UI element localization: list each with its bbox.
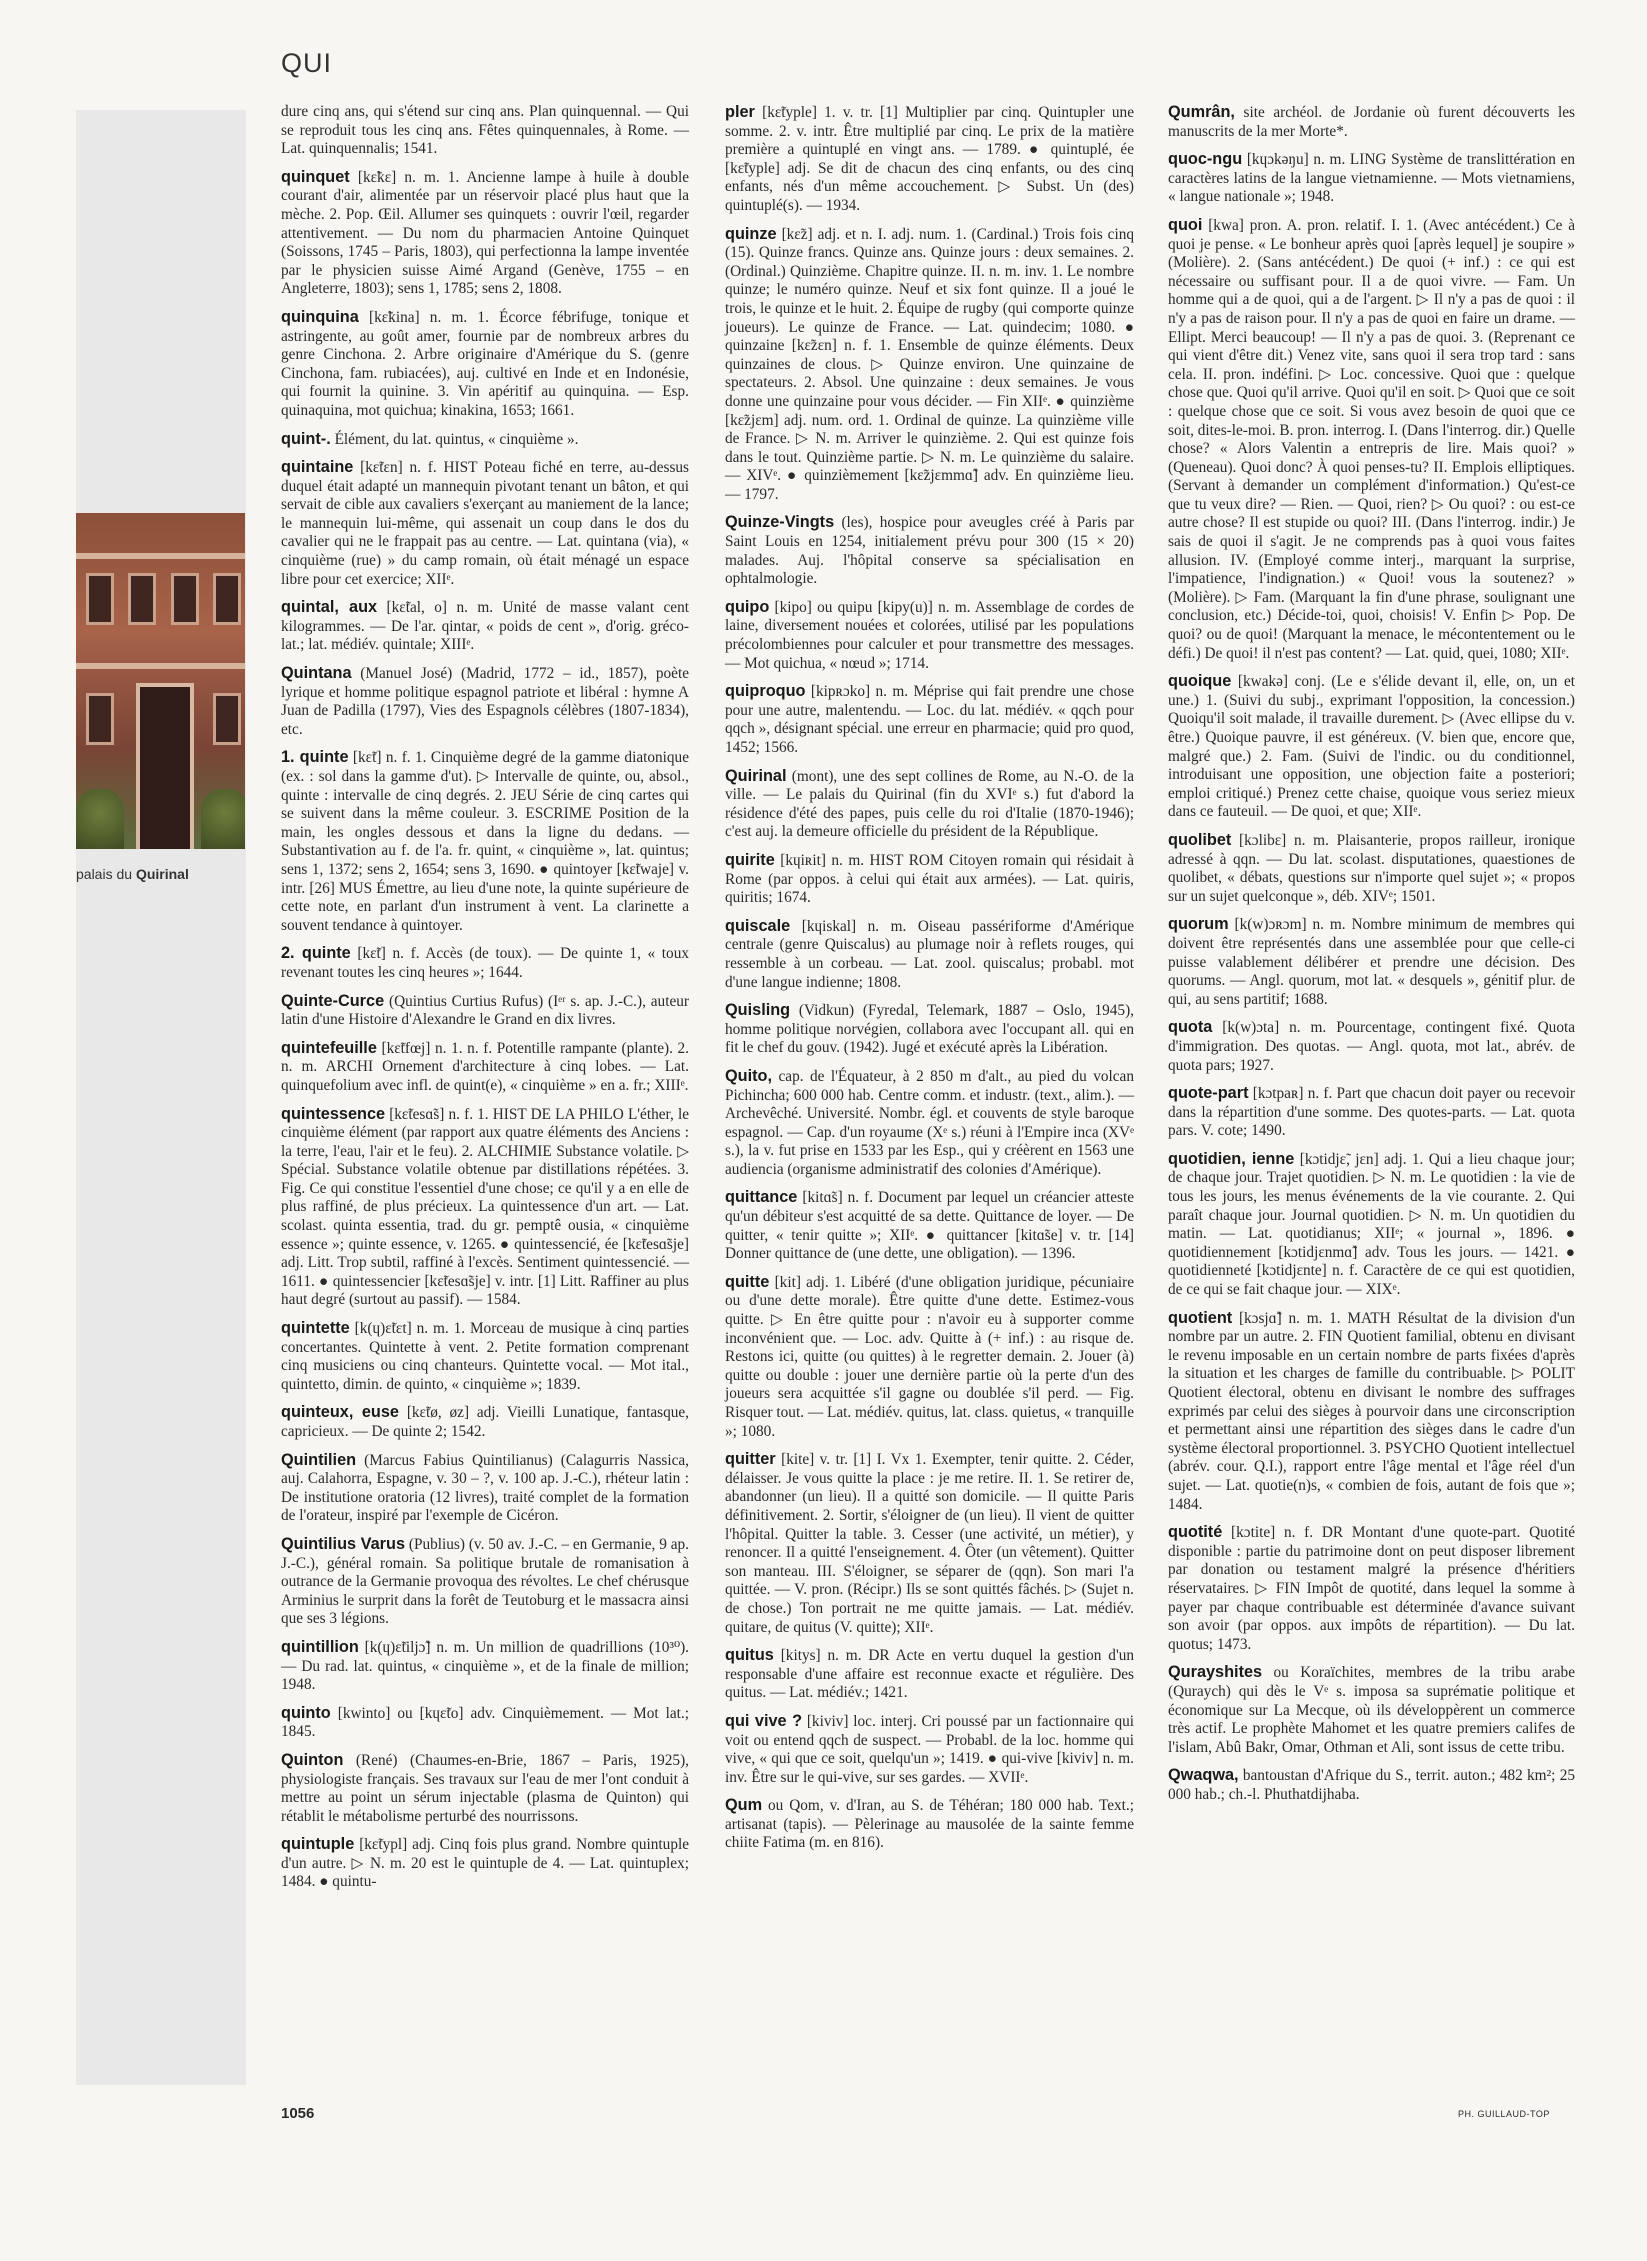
entry-headword: quinze <box>725 224 777 243</box>
entry-definition: [kit] adj. 1. Libéré (d'une obligation juridique, pécuniaire ou d'une dette morale). Être quitte d'une dette. Estimez-vous quitte. ▷ En être quitte pour : n'avoir eu à supporter comme inconvénient que. — Loc. adv. Quitte à (+ inf.) : au risque de. Restons ici, quitte (ou quittes) à le regretter demain. 2. Jouer (à) quitte ou double : jouer une dernière partie où la perte d'un des joueurs sera acquittée s'il gagne ou doublée s'il perd. — Fig. Risquer tout. — Lat. médiév. quitus, lat. class. quietus, « tranquille »; 1080. <box>725 1273 1134 1440</box>
entry-definition: ou Qom, v. d'Iran, au S. de Téhéran; 180 000 hab. Text.; artisanat (tapis). — Pèlerinage au mausolée de la sainte femme chiite Fatima (m. en 816). <box>725 1797 1134 1852</box>
entry-headword: quoc-ngu <box>1168 150 1243 169</box>
entry-headword: Qumrân, <box>1168 103 1235 121</box>
dictionary-entry <box>725 1001 1134 1058</box>
dictionary-entry <box>1168 1150 1575 1300</box>
entry-headword: quirite <box>725 850 775 869</box>
entry-headword: quiscale <box>725 916 791 935</box>
entry-definition: [kɛ̃t] n. f. Accès (de toux). — De quinte 1, « toux revenant toutes les cinq heures »; 1644. <box>281 945 689 981</box>
entry-definition: bantoustan d'Afrique du S., territ. auton.; 482 km²; 25 000 hab.; ch.-l. Phuthatdijhaba. <box>1168 1767 1575 1803</box>
entry-headword: quipo <box>725 597 770 616</box>
dictionary-entry <box>1168 1309 1575 1515</box>
photo-caption: palais du Quirinal <box>76 866 189 882</box>
dictionary-entry <box>725 1067 1134 1180</box>
dictionary-entry <box>1168 1084 1575 1141</box>
dictionary-entry <box>281 1751 689 1826</box>
entry-headword: Quisling <box>725 1001 791 1020</box>
entry-definition: [kipo] ou quipu [kipy(u)] n. m. Assemblage de cordes de laine, diversement nouées et colorées, utilisé par les populations précolombiennes pour calculer et pour transmettre des messages. — Mot quichua, « nœud »; 1714. <box>725 598 1134 672</box>
dictionary-entry <box>281 748 689 935</box>
entry-headword: quintette <box>281 1319 350 1338</box>
dictionary-entry <box>725 513 1134 588</box>
entry-headword: Quinton <box>281 1750 344 1769</box>
page-number: 1056 <box>281 2105 315 2122</box>
entry-definition: [k(w)ɔta] n. m. Pourcentage, contingent fixé. Quota d'immigration. Des quotas. — Angl. quota, mot lat., abrév. de quota pars; 1927. <box>1168 1019 1576 1074</box>
entry-definition: [kipʀɔko] n. m. Méprise qui fait prendre une chose pour une autre, malentendu. — Loc. du lat. médiév. « qqch pour qqch », désignant spécial. une erreur en pharmacie; quid pro quod, 1452; 1566. <box>725 683 1134 756</box>
entry-definition: [kɔtidjɛ̃, jɛn] adj. 1. Qui a lieu chaque jour; de chaque jour. Trajet quotidien. ▷ N. m. Le quotidien : la vie de tous les jours, les menus événements de la vie courante. 2. Qui paraît chaque jour. Journal quotidien. ▷ N. m. Un quotidien du matin. — Lat. quotidianus; XIIᵉ; « journal », 1896. ● quotidiennement [kɔtidjɛnmɑ̃] adv. Tous les jours. — 1421. ● quotidienneté [kɔtidjɛnte] n. f. Caractère de ce qui est quotidien, de ce qui se fait chaque jour. — XIXᵉ. <box>1168 1150 1575 1299</box>
entry-headword: Quinze-Vingts <box>725 513 835 532</box>
margin-panel <box>76 110 246 2085</box>
entry-definition: [kɛ̃kina] n. m. 1. Écorce fébrifuge, tonique et astringente, au goût amer, fournie par de nombreux arbres du genre Cinchona. 2. Arbre originaire d'Amérique du S. (genre Cinchona, fam. rubiacées), auj. cultivé en Inde et en Indonésie, qui fournit la quinine. 3. Vin apéritif au quinquina. — Esp. quinaquina, mot quichua; kinakina, 1653; 1661. <box>281 308 689 419</box>
entry-headword: quota <box>1168 1018 1213 1037</box>
entry-headword: Qurayshites <box>1168 1663 1263 1682</box>
dictionary-entry <box>281 458 689 589</box>
entry-definition: [kɛ̃tesɑ̃s] n. f. 1. HIST DE LA PHILO L'éther, le cinquième élément (par rapport aux quatre éléments des Anciens : la terre, l'eau, l'air et le feu). 2. ALCHIMIE Substance volatile. ▷ Spécial. Substance volatile obtenue par distillations répétées. 3. Fig. Ce qui constitue l'essentiel d'une chose; ce qu'il y a en elle de plus raffiné, de plus précieux. La quintessence d'un art. — Lat. scolast. quinta essentia, trad. du gr. pemptê ousia, « cinquième essence »; quinte essence, v. 1265. ● quintessencié, ée [kɛ̃tesɑ̃sje] adj. Litt. Trop subtil, raffiné à l'excès. Sentiment quintessencié. — 1611. ● quintessencier [kɛ̃tesɑ̃sje] v. intr. [1] Litt. Raffiner au plus haut degré (surtout au passif). — 1584. <box>281 1105 689 1309</box>
entry-headword: quintal, aux <box>281 598 378 617</box>
entry-definition: [kitɑ̃s] n. f. Document par lequel un créancier atteste qu'un débiteur s'est acquitté de sa dette. Quittance de loyer. — De quitter, « tenir quitte »; XIIᵉ. ● quittancer [kitɑ̃se] v. tr. [14] Donner quittance de (une dette, une obligation). — 1396. <box>725 1189 1134 1263</box>
dictionary-entry <box>281 1638 689 1695</box>
entry-definition: (Quintius Curtius Rufus) (Iᵉʳ s. ap. J.-C.), auteur latin d'une Histoire d'Alexandre le Grand en dix livres. <box>281 992 689 1029</box>
photo-credit: PH. GUILLAUD-TOP <box>1458 2109 1550 2119</box>
dictionary-entry <box>725 682 1134 757</box>
entry-definition: cap. de l'Équateur, à 2 850 m d'alt., au pied du volcan Pichincha; 600 000 hab. Centre comm. et industr. (text., alim.). — Archevêché. Université. Nombr. égl. et couvents de style baroque espagnol. — Cap. d'un royaume (Xᵉ s.) réuni à l'Empire inca (XVᵉ s.), la v. fut prise en 1533 par les Esp., qui y créèrent en 1563 une audiencia (organisme administratif des colonies d'Amérique). <box>725 1067 1134 1178</box>
entry-definition: [kɛ̃t] n. f. 1. Cinquième degré de la gamme diatonique (ex. : sol dans la gamme d'ut). ▷ Intervalle de quinte, ou, absol., quinte : intervalle de cinq degrés. 2. JEU Série de cinq cartes qui se suivent dans la même couleur. 3. ESCRIME Position de la main, les ongles dessous et dans la ligne du dedans. — Substantivation au f. de l'a. fr. quint, « cinquième », lat. quintus; sens 1, 1372; sens 2, 1654; sens 3, 1690. ● quintoyer [kɛ̃twaje] v. intr. [26] MUS Émettre, au lieu d'une note, la quinte supérieure de cette note, en parlant d'un instrument à vent. La clarinette a souvent tendance à quintoyer. <box>281 749 689 934</box>
entry-definition: [kɛ̃typl] adj. Cinq fois plus grand. Nombre quintuple d'un autre. ▷ N. m. 20 est le quintuple de 4. — Lat. quintuplex; 1484. ● quintu- <box>281 1836 690 1891</box>
entry-headword: quotidien, ienne <box>1168 1149 1295 1168</box>
entry-definition: [k(ɥ)ɛ̃tiljɔ̃] n. m. Un million de quadrillions (10³⁰). — Du rad. lat. quintus, « cinquième », et de la finale de million; 1948. <box>281 1638 689 1694</box>
entry-headword: quintefeuille <box>281 1038 377 1057</box>
dictionary-entry <box>281 1039 689 1096</box>
entry-headword: Quintilius Varus <box>281 1534 405 1553</box>
dictionary-entry <box>281 308 689 421</box>
entry-definition: [kitys] n. m. DR Acte en vertu duquel la gestion d'un responsable d'une affaire est reconnue exacte et régulière. Des quitus. — Lat. médiév.; 1421. <box>725 1647 1135 1702</box>
dictionary-entry <box>1168 216 1575 663</box>
dictionary-entry <box>725 1188 1134 1263</box>
entry-headword: Qwaqwa, <box>1168 1766 1239 1785</box>
entry-definition: [kɥɔkəŋu] n. m. LING Système de translittération en caractères latins de la langue vietnamienne. — Mots vietnamiens, « langue nationale »; 1948. <box>1168 151 1576 206</box>
entry-headword: qui vive ? <box>725 1711 803 1730</box>
dictionary-entry <box>281 598 689 655</box>
dictionary-entry <box>281 1704 689 1742</box>
entry-headword: Quirinal <box>725 766 787 785</box>
entry-headword: Quintilien <box>281 1450 357 1469</box>
entry-definition: [kɥiskal] n. m. Oiseau passériforme d'Amérique centrale (genre Quiscalus) au plumage noir à reflets rouges, qui ressemble à un corbeau. — Lat. zool. quiscalus; probabl. mot d'une langue indienne; 1808. <box>725 917 1135 991</box>
column-2 <box>725 103 1134 1862</box>
dictionary-entry <box>725 1796 1134 1853</box>
dictionary-entry <box>281 103 689 159</box>
entry-headword: 2. quinte <box>281 944 351 963</box>
dictionary-entry <box>1168 103 1575 141</box>
dictionary-entry <box>1168 831 1575 906</box>
dictionary-entry <box>725 1646 1134 1703</box>
dictionary-entry <box>1168 672 1575 822</box>
dictionary-entry <box>281 1835 689 1892</box>
dictionary-entry <box>1168 915 1575 1009</box>
entry-definition: [kɛ̃tø, øz] adj. Vieilli Lunatique, fantasque, capricieux. — De quinte 2; 1542. <box>281 1404 689 1440</box>
entry-definition: (les), hospice pour aveugles créé à Paris par Saint Louis en 1254, initialement prévu pour 300 (15 × 20) malades. Auj. l'hôpital conserve sa spécialisation en ophtalmologie. <box>725 514 1135 588</box>
entry-definition: [kiviv] loc. interj. Cri poussé par un factionnaire qui voit ou entend qqch de suspect. — Probabl. de la loc. homme qui vive, « qui que ce soit, quelqu'un »; 1419. ● qui-vive [kiviv] n. m. inv. Être sur le qui-vive, sur ses gardes. — XVIIᵉ. <box>725 1712 1134 1786</box>
dictionary-entry <box>725 598 1134 673</box>
entry-definition: [kɔtite] n. f. DR Montant d'une quote-part. Quotité disponible : partie du patrimoine dont on peut disposer librement par donation ou testament malgré la présence d'héritiers réservataires. ▷ FIN Impôt de quotité, dans lequel la somme à payer par chaque contribuable est déterminée d'avance suivant son avoir (par oppos. aux impôts de répartition). — Du lat. quotus; 1473. <box>1168 1524 1575 1653</box>
entry-definition: [kwa] pron. A. pron. relatif. I. 1. (Avec antécédent.) Ce à quoi je pense. « Le bonheur après quoi [après lequel] je soupire » (Molière). 2. (Sans antécédent.) De quoi (+ inf.) : ce qui est nécessaire ou suffisant pour. Il a de quoi vivre. — Fam. Un homme qui a de quoi, qui a de l'argent. ▷ Il n'y a pas de quoi : il n'y a pas de raison pour. Il n'y a pas de quoi en faire un drame. — Ellipt. Merci beaucoup! — Il n'y a pas de quoi. 3. (Reprenant ce qui vient d'être dit.) Venez vite, sans quoi il sera trop tard : sans cela. II. pron. indéfini. ▷ Loc. concessive. Quoi que : quelque chose que. Quoi qu'il arrive. Quoi qu'il en soit. ▷ Quoi que ce soit : quelque chose que ce soit. Si vous avez besoin de quoi que ce soit, dites-le-moi. B. pron. interrog. I. (Dans l'interrog. dir.) Quelle chose? « Alors Valentin a entrepris de lire. Mais quoi? » (Queneau). Quoi donc? À quoi penses-tu? II. Emplois elliptiques. (Servant à demander un complément d'information.) Qu'est-ce que tu veux dire? — Rien. — Quoi, rien? ▷ Ou quoi? : ou est-ce autre chose? Il est stupide ou quoi? III. (Dans l'interrog. indir.) Je sais de quoi il s'agit. Je ne comprends pas à quoi vous faites allusion. IV. (Employé comme interj., marquant la surprise, l'impatience, l'indignation.) « Quoi! vous la soutenez? » (Molière). ▷ Fam. (Marquant la fin d'une phrase, soulignant une conclusion, etc.) Décide-toi, quoi, choisis! V. Enfin ▷ Pop. De quoi? ou de quoi! (Marquant la menace, le mécontentement ou le défi.) De quoi! il n'est pas content? — Lat. quid, quei, 1080; XIIᵉ. <box>1168 216 1576 662</box>
entry-headword: quotité <box>1168 1523 1223 1542</box>
dictionary-entry <box>725 767 1134 842</box>
entry-headword: Qum <box>725 1796 763 1815</box>
entry-definition: Élément, du lat. quintus, « cinquième ». <box>334 430 579 448</box>
entry-definition: [kwinto] ou [kɥɛ̃to] adv. Cinquièmement. — Mot lat.; 1845. <box>281 1704 689 1741</box>
palace-photo <box>76 513 245 849</box>
entry-definition: [kɛ̃z] adj. et n. I. adj. num. 1. (Cardinal.) Trois fois cinq (15). Quinze francs. Quinze ans. Quinze jours : deux semaines. 2. (Ordinal.) Quinzième. Chapitre quinze. II. n. m. inv. 1. Le nombre quinze; le numéro quinze. Neuf et six font quinze. Il a joué le trois, le quinze et le huit. 2. Équipe de rugby (qui comporte quinze joueurs). Le quinze de France. — Lat. quindecim; 1080. ● quinzaine [kɛ̃zɛn] n. f. 1. Ensemble de quinze éléments. Deux quinzaines de clous. ▷ Quinze environ. Une quinzaine de spectateurs. 2. Absol. Une quinzaine : deux semaines. Je vous donne une quinzaine pour vous décider. — Fin XIIᵉ. ● quinzième [kɛ̃zjɛm] adj. num. ord. 1. Ordinal de quinze. La quinzième ville de France. ▷ N. m. Arriver le quinzième. 2. Qui est quinze fois dans le tout. Quinzième partie. ▷ N. m. Le quinzième du salaire. — XIVᵉ. ● quinzièmement [kɛ̃zjɛmmɑ̃] adv. En quinzième lieu. — 1797. <box>725 225 1134 503</box>
column-1 <box>281 103 689 1901</box>
entry-headword: quittance <box>725 1188 798 1207</box>
entry-definition: [kite] v. tr. [1] I. Vx 1. Exempter, tenir quitte. 2. Céder, délaisser. Je vous quitte la place : je me retire. II. 1. Se retirer de, abandonner (un lieu). Il a quitté son domicile. — Il quitte Paris définitivement. 2. Sortir, s'éloigner de (un lieu). Il vient de quitter l'hôpital. Quitter la table. 3. Cesser (une activité, un métier), y renoncer. Il a quitté l'enseignement. 4. Ôter (un vêtement). Quitter son manteau. III. S'éloigner, se séparer de (qqn). Son mari l'a quittée. — V. pron. (Récipr.) Ils se sont quittés fâchés. ▷ (Sujet n. de chose.) Ton portrait ne me quitte jamais. — Lat. médiév. quitare, de quitus (V. quitte); XIIᵉ. <box>725 1451 1134 1636</box>
entry-headword: quintaine <box>281 458 354 477</box>
entry-definition: ou Koraïchites, membres de la tribu arabe (Quraych) qui dès le Vᵉ s. imposa sa suprématie politique et économique sur La Mecque, où ils développèrent un commerce très actif. Le prophète Mahomet et les quatre premiers califes de l'islam, Abû Bakr, Omar, Othman et Ali, sont issus de cette tribu. <box>1168 1664 1575 1756</box>
dictionary-entry <box>281 430 689 450</box>
dictionary-entry <box>281 168 689 299</box>
entry-headword: quoi <box>1168 215 1203 234</box>
entry-headword: Quito, <box>725 1066 773 1085</box>
entry-definition: [k(w)ɔʀɔm] n. m. Nombre minimum de membres qui doivent être représentés dans une assemblée pour que celle-ci puisse valablement délibérer et prendre une décision. Des quorums. — Angl. quorum, mot lat. « desquels », génitif plur. de qui, au sens partitif; 1688. <box>1168 916 1576 1008</box>
entry-headword: quinquet <box>281 167 350 186</box>
entry-definition: [kɔlibɛ] n. m. Plaisanterie, propos railleur, ironique adressé à qqn. — Du lat. scolast. disputationes, quaestiones de quolibet, « débats, questions sur n'importe quel sujet »; « propos sur un sujet quelconque », déb. XIVᵉ; 1501. <box>1168 831 1575 905</box>
entry-definition: [kɛ̃tfœj] n. 1. n. f. Potentille rampante (plante). 2. n. m. ARCHI Ornement d'architecture à cinq lobes. — Lat. quinquefolium avec infl. de quint(e), « cinquième » en a. fr.; XIIIᵉ. <box>281 1039 689 1094</box>
entry-definition: [kɛ̃tal, o] n. m. Unité de masse valant cent kilogrammes. — De l'ar. qintar, « poids de cent », d'orig. gréco-lat.; lat. médiév. quintale; XIIIᵉ. <box>281 599 689 654</box>
entry-headword: quorum <box>1168 915 1229 934</box>
entry-headword: quint-. <box>281 429 331 448</box>
entry-headword: quinquina <box>281 307 359 326</box>
entry-headword: quitter <box>725 1450 776 1469</box>
dictionary-entry <box>281 992 689 1030</box>
dictionary-entry <box>1168 1663 1575 1757</box>
dictionary-entry <box>1168 1766 1575 1804</box>
dictionary-entry <box>725 1450 1134 1637</box>
dictionary-entry <box>725 1712 1134 1787</box>
dictionary-entry <box>281 1319 689 1394</box>
entry-headword: quiproquo <box>725 682 806 701</box>
entry-headword: quintillion <box>281 1637 359 1656</box>
dictionary-entry <box>281 1403 689 1441</box>
entry-definition: [kɔtpaʀ] n. f. Part que chacun doit payer ou recevoir dans la répartition d'une somme. Des quotes-parts. — Lat. quota pars. V. cote; 1490. <box>1168 1085 1575 1140</box>
dictionary-entry <box>725 225 1134 505</box>
running-head: QUI <box>281 48 333 78</box>
entry-definition: (mont), une des sept collines de Rome, au N.-O. de la ville. — Le palais du Quirinal (fin du XVIᵉ s.) fut d'abord la résidence d'été des papes, puis celle du roi d'Italie (1870-1946); c'est auj. la demeure officielle du président de la République. <box>725 767 1135 841</box>
dictionary-entry <box>281 664 689 739</box>
entry-definition: [kɛ̃kɛ] n. m. 1. Ancienne lampe à huile à double courant d'air, alimentée par un réservoir placé plus haut que la mèche. 2. Pop. Œil. Allumer ses quinquets : ouvrir l'œil, regarder attentivement. — Du nom du pharmacien Antoine Quinquet (Soissons, 1745 – Paris, 1803), qui perfectionna la lampe inventée par le physicien suisse Aimé Argand (Genève, 1755 – en Angleterre, 1803); sens 1, 1785; sens 2, 1808. <box>281 168 690 298</box>
entry-definition: (René) (Chaumes-en-Brie, 1867 – Paris, 1925), physiologiste français. Ses travaux sur l'eau de mer l'ont conduit à mettre au point un sérum injectable (plasma de Quinton) qui rétablit le métabolisme perturbé des nourrissons. <box>281 1751 689 1825</box>
entry-definition: (Publius) (v. 50 av. J.-C. – en Germanie, 9 ap. J.-C.), général romain. Sa politique brutale de romanisation à outrance de la Germanie provoqua des révoltes. Le chef chérusque Arminius le surprit dans la forêt de Teutoburg et le massacra ainsi que ses 3 légions. <box>281 1535 689 1628</box>
dictionary-entry <box>281 1105 689 1311</box>
dictionary-entry <box>1168 1018 1575 1075</box>
entry-definition: [kɛ̃tɛn] n. f. HIST Poteau fiché en terre, au-dessus duquel était adapté un mannequin pivotant tenant un bâton, et qui servait de cible aux cavaliers s'exerçant au maniement de la lance; le mannequin lui-même, qui assenait un coup dans le dos du cavalier qui ne le frappait pas au centre. — Lat. quintana (via), « cinquième (rue) » du camp romain, où était ménagé un espace libre pour cet exercice; XIIᵉ. <box>281 459 689 588</box>
entry-headword: quitte <box>725 1272 770 1291</box>
entry-headword: quitus <box>725 1646 774 1665</box>
entry-headword: quolibet <box>1168 830 1232 849</box>
entry-definition: (Vidkun) (Fyredal, Telemark, 1887 – Oslo, 1945), homme politique norvégien, collabora avec l'occupant all. qui en fit le chef du gouv. (1942). Jugé et exécuté après la Libération. <box>725 1002 1135 1057</box>
entry-definition: [kɔsjɑ̃] n. m. 1. MATH Résultat de la division d'un nombre par un autre. 2. FIN Quotient familial, obtenu en divisant le revenu imposable en un certain nombre de parts fixées d'après la situation et les charges de famille du contribuable. ▷ POLIT Quotient électoral, obtenu en divisant le nombre des suffrages exprimés par celui des sièges à pourvoir dans une circonscription et permettant ainsi une répartition des sièges dans le cadre d'un système électoral proportionnel. 3. PSYCHO Quotient intellectuel (abrév. cour. Q.I.), rapport entre l'âge mental et l'âge réel d'un sujet. — Lat. quotie(n)s, « combien de fois, autant de fois que »; 1484. <box>1168 1309 1575 1513</box>
entry-headword: quintessence <box>281 1104 386 1123</box>
entry-headword: quoique <box>1168 672 1232 691</box>
dictionary-entry <box>725 851 1134 908</box>
entry-definition: dure cinq ans, qui s'étend sur cinq ans. Plan quinquennal. — Qui se reproduit tous les cinq ans. Fêtes quinquennales, à Rome. — Lat. quinquennalis; 1541. <box>281 103 689 158</box>
entry-definition: (Marcus Fabius Quintilianus) (Calagurris Nassica, auj. Calahorra, Espagne, v. 30 – ?, v. 100 ap. J.-C.), rhéteur latin : De institutione oratoria (12 livres), traité complet de la formation de l'orateur, inspiré par l'exemple de Cicéron. <box>281 1451 689 1525</box>
column-3 <box>1168 103 1575 1813</box>
entry-definition: [kɛ̃typle] 1. v. tr. [1] Multiplier par cinq. Quintupler une somme. 2. v. intr. Être multiplié par cinq. Le prix de la matière première a quintuplé en vingt ans. — 1789. ● quintuplé, ée [kɛ̃typle] adj. Se dit de chacun des cinq enfants, ou des cinq enfants, nés d'un même accouchement. ▷ Subst. Un (des) quintuplé(s). — 1934. <box>725 104 1134 214</box>
entry-headword: quinto <box>281 1703 331 1722</box>
entry-headword: Quintana <box>281 664 352 683</box>
entry-headword: 1. quinte <box>281 748 349 767</box>
dictionary-entry <box>725 917 1134 992</box>
dictionary-entry <box>281 1535 689 1629</box>
dictionary-entry <box>281 1451 689 1526</box>
entry-headword: quintuple <box>281 1835 355 1854</box>
dictionary-entry <box>1168 1523 1575 1654</box>
entry-definition: site archéol. de Jordanie où furent découverts les manuscrits de la mer Morte*. <box>1168 104 1575 140</box>
entry-headword: quinteux, euse <box>281 1403 399 1422</box>
dictionary-entry <box>1168 150 1575 207</box>
entry-definition: [k(ɥ)ɛ̃tɛt] n. m. 1. Morceau de musique à cinq parties concertantes. Quintette à vent. 2. Petite formation comprenant cinq musiciens ou cinq chanteurs. Quintette vocal. — Mot ital., quintetto, dimin. de quinto, « cinquième »; 1839. <box>281 1320 689 1393</box>
dictionary-entry <box>725 1273 1134 1441</box>
dictionary-entry <box>281 944 689 982</box>
entry-headword: quote-part <box>1168 1084 1249 1103</box>
entry-definition: (Manuel José) (Madrid, 1772 – id., 1857), poète lyrique et homme politique espagnol patriote et libéral : hymne A Juan de Padilla (1797), Vies des Espagnols célèbres (1807-1834), etc. <box>281 665 690 738</box>
entry-headword: pler <box>725 103 755 121</box>
entry-headword: Quinte-Curce <box>281 991 385 1010</box>
entry-definition: [kwakə] conj. (Le e s'élide devant il, elle, on, un et une.) 1. (Suivi du subj., exprimant l'opposition, la concession.) Quoiqu'il soit malade, il travaille durement. ▷ (Avec ellipse du v. être.) Quoique pauvre, il est généreux. (V. bien que, encore que, malgré que.) 2. Fam. (Suivi de l'indic. ou du conditionnel, introduisant une opposition, une objection faite a posteriori; emploi critiqué.) Prenez cette chaise, quoique vous seriez mieux dans ce fauteuil. — De quoi, et que; XIIᵉ. <box>1168 673 1575 821</box>
entry-definition: [kɥiʀit] n. m. HIST ROM Citoyen romain qui résidait à Rome (par oppos. à celui qui était aux armées). — Lat. quiris, quiritis; 1674. <box>725 851 1134 907</box>
entry-headword: quotient <box>1168 1308 1233 1327</box>
dictionary-entry <box>725 103 1134 216</box>
